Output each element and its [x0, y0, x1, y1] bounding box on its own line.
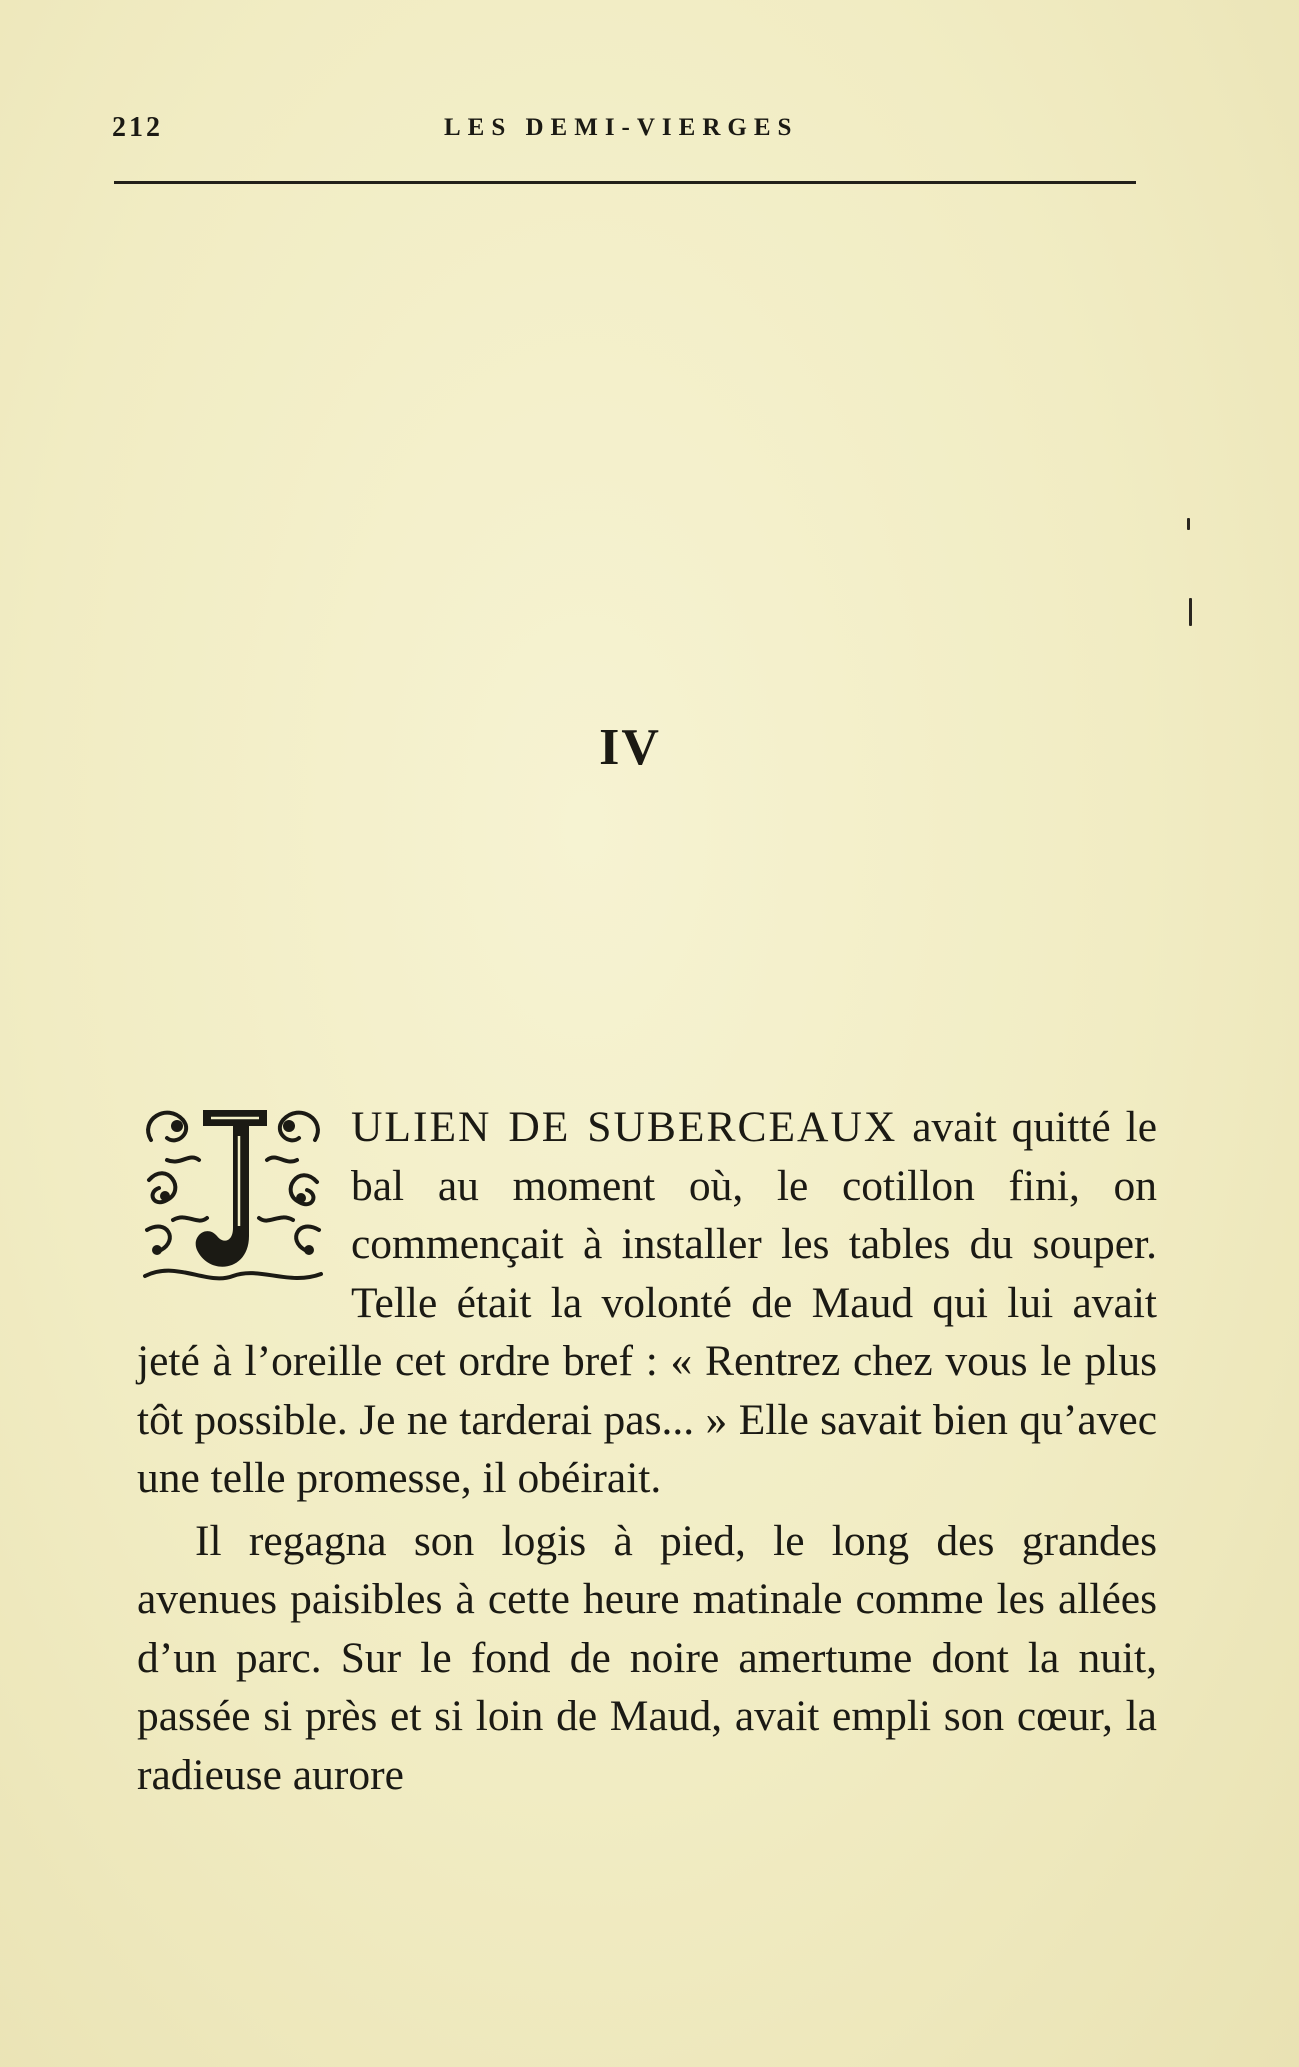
opening-small-caps: ULIEN DE SUBERCEAUX — [351, 1103, 898, 1151]
chapter-number: IV — [599, 719, 661, 776]
header-rule — [114, 181, 1136, 184]
margin-mark — [1189, 598, 1192, 626]
ornamental-dropcap-j-icon — [137, 1100, 329, 1288]
opening-paragraph-text: avait quitté le bal au moment où, le cotillon fini, on commençait à installer les tables du souper. Telle était la volonté de Maud qui lui avait jeté à l’oreille cet ordre bref : « Rentrez chez vous le plus tôt possible. Je ne tarderai pas... » Elle savait bien qu’avec une telle promesse, il obéirait. — [137, 1103, 1157, 1502]
ornamental-dropcap — [137, 1100, 329, 1288]
running-head — [112, 112, 1134, 152]
margin-mark — [1187, 518, 1190, 530]
page-number: 212 — [112, 112, 163, 143]
second-paragraph: Il regagna son logis à pied, le long des grandes avenues paisibles à cette heure matinale comme les allées d’un parc. Sur le fond de noire amertume dont la nuit, passée si près et si loin de Maud, avait empli son cœur, la radieuse aurore — [137, 1516, 1157, 1799]
running-title: LES DEMI-VIERGES — [444, 114, 799, 141]
body-text — [137, 1098, 1157, 1804]
